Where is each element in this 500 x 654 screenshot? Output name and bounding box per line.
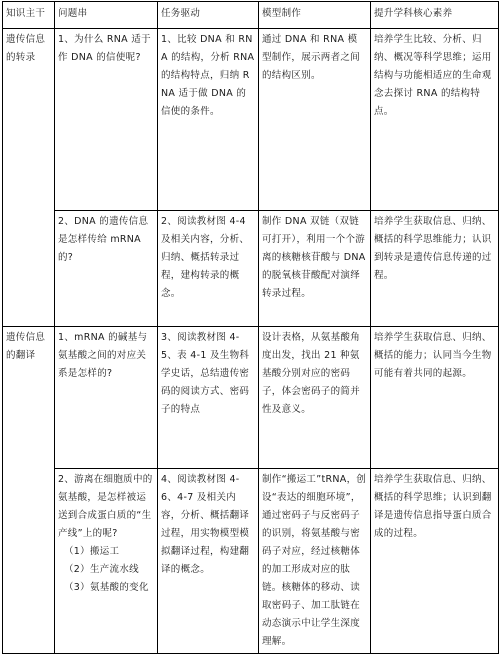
literacy-cell: 培养学生获取信息、归纳、概括的能力；认同当今生物可能有着共同的起源。 <box>371 327 499 469</box>
literacy-cell: 培养学生比较、分析、归纳、概况等科学思维；运用结构与功能相适应的生命观念去探讨 RNA 的结构特点。 <box>371 29 499 211</box>
literacy-cell: 培养学生获取信息、归纳、概括的科学思维能力；认识到转录是遗传信息传递的过程。 <box>371 211 499 327</box>
table-row <box>3 469 499 654</box>
task-cell: 2、阅读教材图 4-4 及相关内容，分析、归纳、概括转录过程，建构转录的概念。 <box>158 211 259 327</box>
model-cell: 制作“搬运工”tRNA，创设“表达的细胞环境”，通过密码子与反密码子的识别，将氨基酸与密码子对应，经过核糖体的加工形成对应的肽链。核糖体的移动、读取密码子、加工肽链在动态演示中让学生深度理解。 <box>259 469 371 654</box>
header-topic: 知识主干 <box>3 2 55 29</box>
model-cell: 制作 DNA 双链（双链可打开），利用一个个游离的核糖核苷酸与 DNA 的脱氧核苷酸配对演绎转录过程。 <box>259 211 371 327</box>
table-row <box>3 29 499 211</box>
lesson-plan-table <box>2 1 499 654</box>
question-sub-item: （2）生产流水线（3）氨基酸的变化 <box>64 564 149 593</box>
model-cell: 通过 DNA 和 RNA 模型制作，展示两者之间的结构区别。 <box>259 29 371 211</box>
header-literacy: 提升学科核心素养 <box>371 2 499 29</box>
topic-text: 遗传信息的翻译 <box>6 332 46 361</box>
model-cell: 设计表格，从氨基酸角度出发，找出 21 种氨基酸分别对应的密码子，体会密码子的简并性及意义。 <box>259 327 371 469</box>
question-text: 2、游离在细胞质中的氨基酸，是怎样被运送到合成蛋白质的“生产线”上的呢? <box>58 474 153 539</box>
table-row <box>3 327 499 469</box>
question-cell: 1、为什么 RNA 适于作 DNA 的信使呢? <box>55 29 158 211</box>
literacy-cell: 培养学生获取信息、归纳、概括的科学思维；认识到翻译是遗传信息指导蛋白质合成的过程。 <box>371 469 499 654</box>
header-row <box>3 2 499 29</box>
topic-text: 遗传信息的转录 <box>6 34 46 63</box>
question-cell: 1、mRNA 的碱基与氨基酸之间的对应关系是怎样的? <box>55 327 158 469</box>
header-tasks: 任务驱动 <box>158 2 259 29</box>
table-row <box>3 211 499 327</box>
question-sub-item: （1）搬运工 <box>64 546 120 557</box>
question-cell: 2、DNA 的遗传信息是怎样传给 mRNA 的? <box>55 211 158 327</box>
task-cell: 4、阅读教材图 4-6、4-7 及相关内容，分析、概括翻译过程，用实物模型模拟翻译过程，构建翻译的概念。 <box>158 469 259 654</box>
topic-cell <box>3 29 55 327</box>
task-cell: 1、比较 DNA 和 RNA 的结构，分析 RNA 的结构特点，归纳 RNA 适于做 DNA 的信使的条件。 <box>158 29 259 211</box>
header-model: 模型制作 <box>259 2 371 29</box>
topic-cell <box>3 327 55 654</box>
question-cell <box>55 469 158 654</box>
task-cell: 3、阅读教材图 4-5、表 4-1 及生物科学史话，总结遗传密码的阅读方式、密码子的特点 <box>158 327 259 469</box>
lesson-plan-table-page <box>2 1 498 654</box>
header-questions: 问题串 <box>55 2 158 29</box>
